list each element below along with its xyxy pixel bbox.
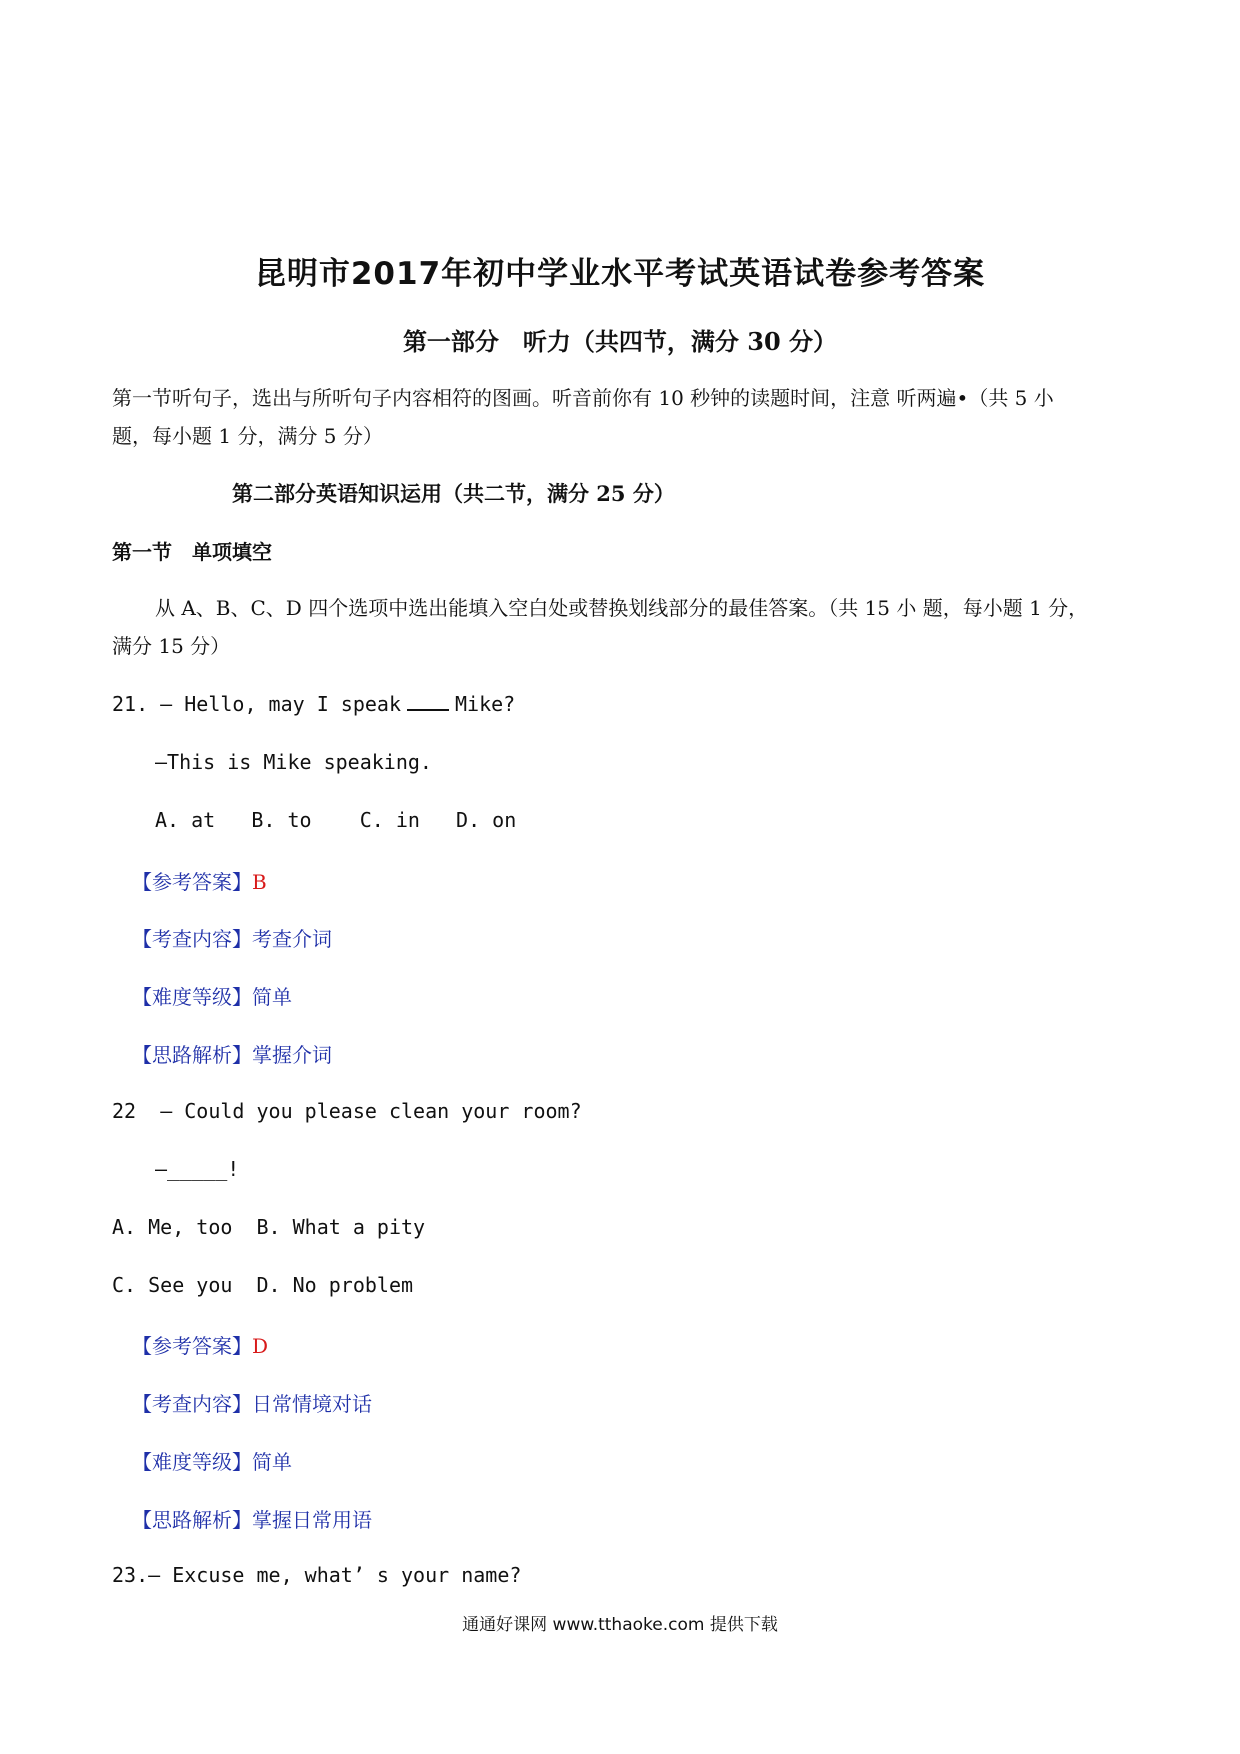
- part1-heading: 第一部分 听力（共四节，满分 30 分）: [402, 327, 838, 356]
- question-22-content: [132, 1388, 372, 1417]
- part2-instruction-line1: 从 A、B、C、D 四个选项中选出能填入空白处或替换划线部分的最佳答案。（共 15 小 题，每小题 1 分，: [155, 596, 1089, 620]
- part1-section1-line1: 第一节听句子，选出与所听句子内容相符的图画。听音前你有 10 秒钟的读题时间，注意 听两遍•（共 5 小: [112, 386, 1054, 410]
- analysis-label: 【思路解析】: [132, 1043, 252, 1067]
- difficulty-value: 简单: [252, 1450, 292, 1474]
- part2-heading: 第二部分英语知识运用（共二节，满分 25 分）: [232, 481, 675, 506]
- question-number: 23.: [112, 1563, 149, 1587]
- page-footer: 通通好课网 www.tthaoke.com 提供下载: [462, 1615, 778, 1635]
- part2-section1-heading: 第一节 单项填空: [112, 540, 272, 564]
- answer-label: 【参考答案】: [132, 1334, 252, 1358]
- question-23-prompt: [112, 1563, 521, 1587]
- difficulty-value: 简单: [252, 985, 292, 1009]
- question-22-prompt: [112, 1099, 582, 1123]
- analysis-label: 【思路解析】: [132, 1508, 252, 1532]
- answer-blank: [407, 693, 449, 711]
- question-21-analysis: [132, 1039, 332, 1068]
- question-text: — Hello, may I speak: [160, 692, 401, 716]
- answer-value: D: [252, 1334, 269, 1358]
- content-label: 【考查内容】: [132, 927, 252, 951]
- question-22-options-line2: C. See you D. No problem: [112, 1273, 414, 1297]
- question-22-reply: —_____!: [155, 1157, 240, 1181]
- question-21-content: [132, 923, 332, 952]
- answer-value: B: [252, 870, 267, 894]
- question-text-after: Mike?: [455, 692, 516, 716]
- difficulty-label: 【难度等级】: [132, 1450, 252, 1474]
- question-22-analysis: [132, 1504, 372, 1533]
- part2-instruction-line2: 满分 15 分）: [112, 634, 231, 658]
- question-21-reply: —This is Mike speaking.: [155, 750, 432, 774]
- analysis-value: 掌握日常用语: [252, 1508, 372, 1532]
- difficulty-label: 【难度等级】: [132, 985, 252, 1009]
- question-number: 21.: [112, 692, 149, 716]
- page-title: 昆明市2017年初中学业水平考试英语试卷参考答案: [254, 256, 986, 292]
- question-number: 22: [112, 1099, 137, 1123]
- question-22-answer: [132, 1330, 268, 1359]
- question-22-difficulty: [132, 1446, 292, 1475]
- analysis-value: 掌握介词: [252, 1043, 332, 1067]
- question-21-prompt: [112, 692, 515, 716]
- part1-section1-line2: 题，每小题 1 分，满分 5 分）: [112, 424, 383, 448]
- question-text: — Excuse me, what’ s your name?: [148, 1563, 522, 1587]
- question-21-difficulty: [132, 981, 292, 1010]
- content-value: 考查介词: [252, 927, 332, 951]
- question-21-answer: [132, 866, 267, 895]
- content-value: 日常情境对话: [252, 1392, 372, 1416]
- answer-label: 【参考答案】: [132, 870, 252, 894]
- question-22-options-line1: A. Me, too B. What a pity: [112, 1215, 426, 1239]
- question-21-options: A. at B. to C. in D. on: [155, 808, 517, 832]
- content-label: 【考查内容】: [132, 1392, 252, 1416]
- question-text: — Could you please clean your room?: [160, 1099, 582, 1123]
